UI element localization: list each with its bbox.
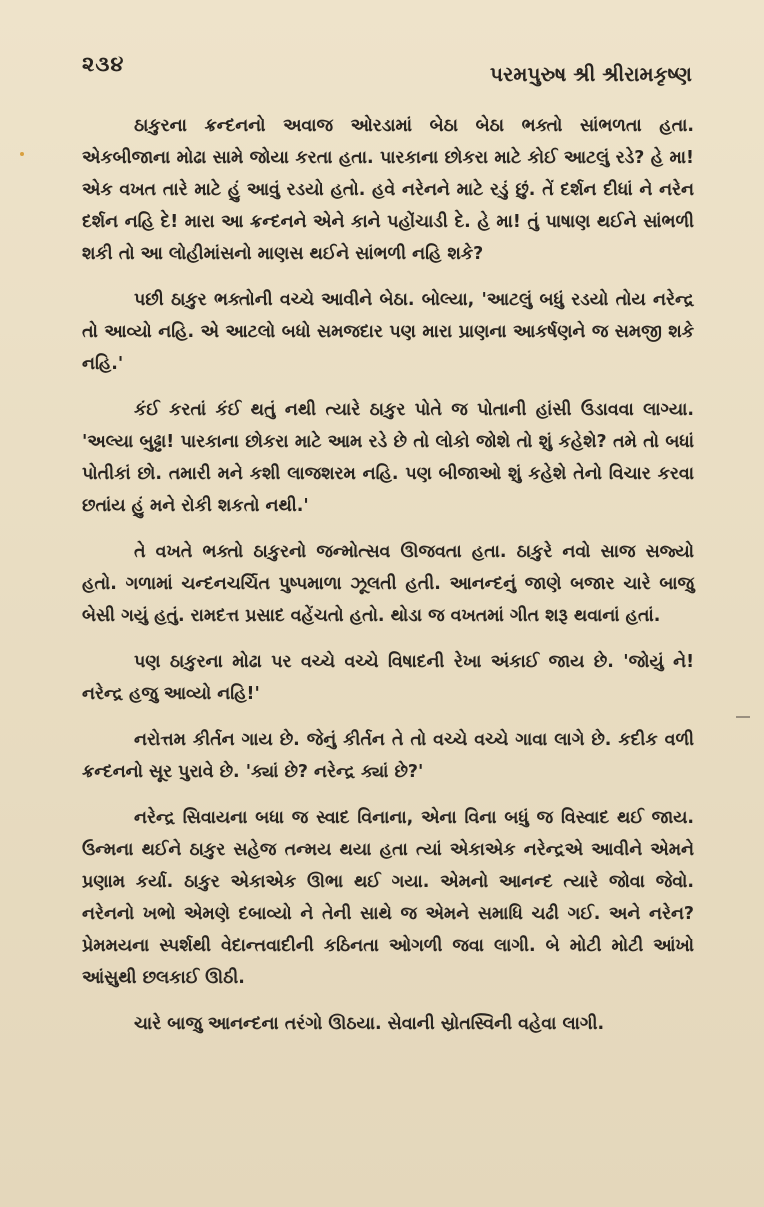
page-number: ૨૩૪: [82, 52, 125, 76]
paragraph: નરેન્દ્ર સિવાયના બધા જ સ્વાદ વિનાના, એના વિના બધું જ વિસ્વાદ થઈ જાય. ઉન્મના થઈને ઠાકુર સહેજ તન્મય થયા હતા ત્યાં એકાએક નરેન્દ્રએ આવીને એમને પ્રણામ કર્યા. ઠાકુર એકાએક ઊભા થઈ ગયા. એમનો આનન્દ ત્યારે જોવા જેવો. નરેનનો ખભો એમણે દબાવ્યો ને તેની સાથે જ એમને સમાધિ ચઢી ગઈ. અને નરેન? પ્રેમમયના સ્પર્શથી વેદાન્તવાદીની કઠિનતા ઓગળી જવા લાગી. બે મોટી મોટી આંખો આંસુથી છલકાઈ ઊઠી.: [82, 808, 694, 988]
margin-mark: [736, 716, 750, 718]
paragraph: કંઈ કરતાં કંઈ થતું નથી ત્યારે ઠાકુર પોતે જ પોતાની હાંસી ઉડાવવા લાગ્યા. 'અલ્યા બુઢ્ઢા! પારકાના છોકરા માટે આમ રડે છે તો લોકો જોશે તો શું કહેશે? તમે તો બધાં પોતીકાં છો. તમારી મને કશી લાજશરમ નહિ. પણ બીજાઓ શું કહેશે તેનો વિચાર કરવા છતાંય હું મને રોકી શકતો નથી.': [82, 400, 694, 516]
paragraph: ચારે બાજુ આનન્દના તરંગો ઊઠયા. સેવાની સ્રોતસ્વિની વહેવા લાગી.: [134, 1014, 605, 1034]
running-title: પરમપુરુષ શ્રી શ્રીરામકૃષ્ણ: [490, 62, 692, 86]
paper-speck: [20, 152, 24, 156]
paragraph: નરોત્તમ કીર્તન ગાય છે. જેનું કીર્તન તે તો વચ્ચે વચ્ચે ગાવા લાગે છે. કદીક વળી ક્રન્દનનો સૂર પુરાવે છે. 'ક્યાં છે? નરેન્દ્ર ક્યાં છે?': [82, 730, 694, 782]
paragraph: ઠાકુરના ક્રન્દનનો અવાજ ઓરડામાં બેઠા બેઠા ભક્તો સાંભળતા હતા. એકબીજાના મોઢા સામે જોયા કરતા હતા. પારકાના છોકરા માટે કોઈ આટલું રડે? હે મા! એક વખત તારે માટે હું આવું રડયો હતો. હવે નરેનને માટે રડું છું. તેં દર્શન દીધાં ને નરેન દર્શન નહિ દે! મારા આ ક્રન્દનને એને કાને પહોંચાડી દે. હે મા! તું પાષાણ થઈને સાંભળી શકી તો આ લોહીમાંસનો માણસ થઈને સાંભળી નહિ શકે?: [82, 116, 694, 264]
paragraph: પણ ઠાકુરના મોઢા પર વચ્ચે વચ્ચે વિષાદની રેખા અંકાઈ જાય છે. 'જોયું ને! નરેન્દ્ર હજુ આવ્યો નહિ!': [82, 652, 694, 704]
paragraph: તે વખતે ભક્તો ઠાકુરનો જન્મોત્સવ ઊજવતા હતા. ઠાકુરે નવો સાજ સજ્યો હતો. ગળામાં ચન્દનચર્ચિત પુષ્પમાળા ઝૂલતી હતી. આનન્દનું જાણે બજાર ચારે બાજુ બેસી ગયું હતું. રામદત્ત પ્રસાદ વહેંચતો હતો. થોડા જ વખતમાં ગીત શરૂ થવાનાં હતાં.: [82, 542, 694, 626]
paragraph: પછી ઠાકુર ભક્તોની વચ્ચે આવીને બેઠા. બોલ્યા, 'આટલું બધું રડયો તોય નરેન્દ્ર તો આવ્યો નહિ. એ આટલો બધો સમજદાર પણ મારા પ્રાણના આકર્ષણને જ સમજી શકે નહિ.': [82, 290, 694, 374]
body-text: [82, 110, 694, 1040]
